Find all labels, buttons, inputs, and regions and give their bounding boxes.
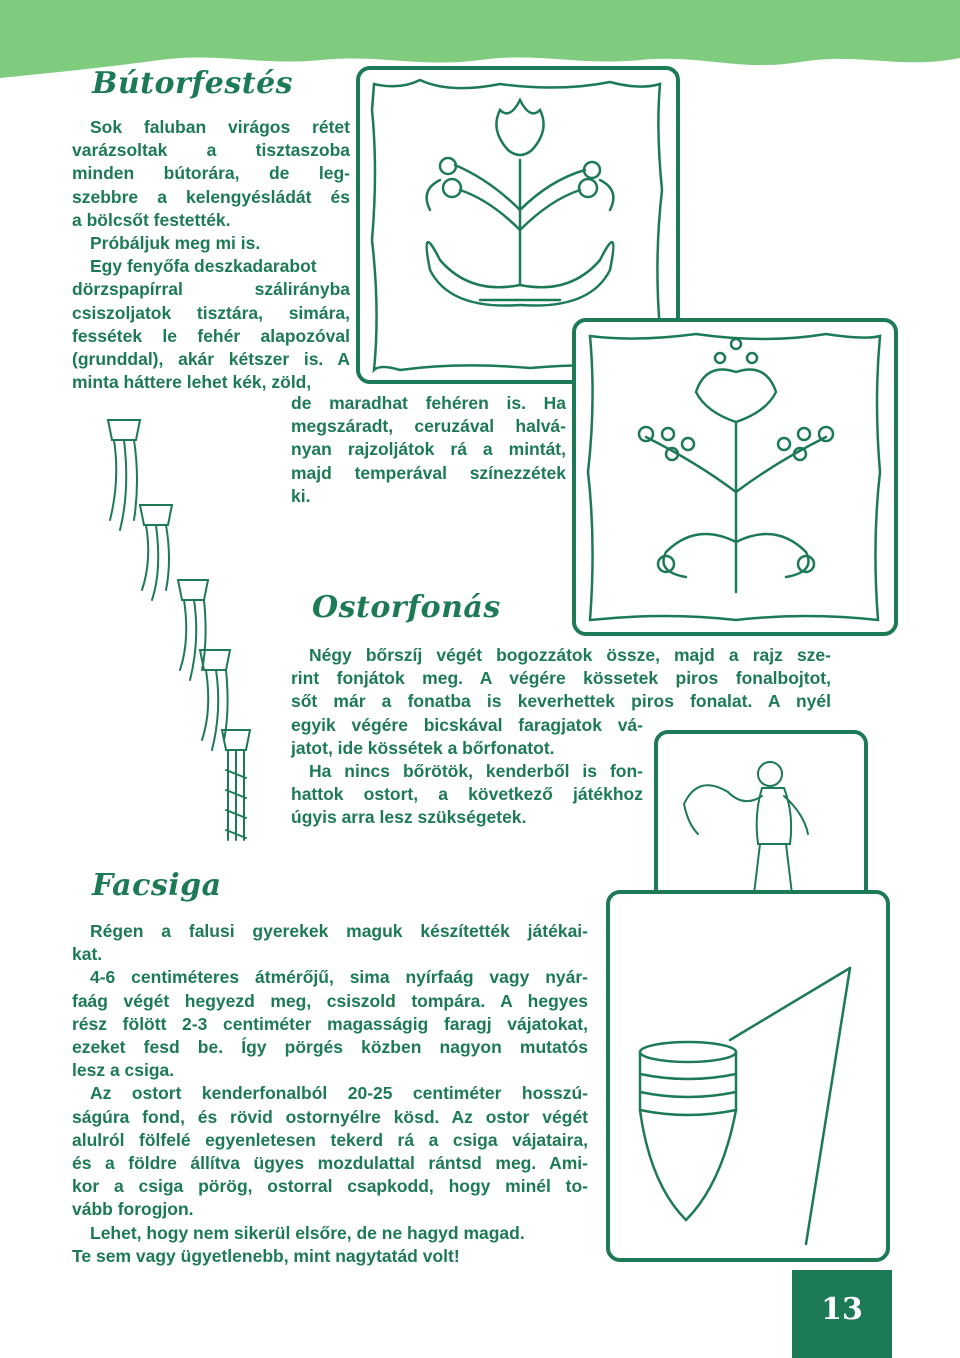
- text-line: rint fonjátok meg. A végére kössetek piros fonalbojtot,: [291, 668, 831, 689]
- section-title-ostorfonas: Ostorfonás: [312, 590, 501, 625]
- text-line: majd temperával színezzétek: [291, 462, 566, 483]
- text-line: ságúra fond, és rövid ostornyélre kösd. Az ostor végét: [72, 1106, 588, 1127]
- text-line: nyan rajzoljátok rá a mintát,: [291, 439, 566, 460]
- text-line: (grunddal), akár kétszer is. A: [72, 349, 350, 370]
- text-line: Próbáljuk meg mi is.: [90, 233, 261, 254]
- text-line: varázsoltak a tisztaszoba: [72, 140, 350, 161]
- section-title-facsiga: Facsiga: [92, 868, 222, 903]
- text-line: Sok faluban virágos rétet: [90, 117, 350, 137]
- text-line: de maradhat fehéren is. Ha: [291, 393, 566, 413]
- text-line: csiszoljatok tisztára, simára,: [72, 302, 350, 323]
- text-line: vább forogjon.: [72, 1199, 194, 1220]
- text-line: Négy bőrszíj végét bogozzátok össze, majd a rajz sze-: [309, 645, 831, 665]
- text-line: szebbre a kelengyésládát és: [72, 186, 350, 207]
- page-number: 13: [821, 1292, 863, 1327]
- text-line: faág végét hegyezd meg, csiszold tompára. A hegyes: [72, 990, 588, 1011]
- braided-whip-illustration: [90, 400, 290, 860]
- text-line: úgyis arra lesz szükségetek.: [291, 807, 527, 828]
- text-line: megszáradt, ceruzával halvá-: [291, 416, 566, 437]
- text-line: alulról fölfelé egyenletesen tekerd rá a csiga vájataira,: [72, 1129, 588, 1150]
- tulip-dots-illustration: [576, 322, 894, 632]
- text-line: Ha nincs bőrötök, kenderből is fon-: [309, 761, 643, 782]
- text-line: kat.: [72, 944, 103, 965]
- text-line: hattok ostort, a következő játékhoz: [291, 784, 643, 805]
- text-line: a bölcsőt festették.: [72, 209, 231, 230]
- text-line: Egy fenyőfa deszkadarabot: [90, 256, 317, 277]
- butorfestes-text-part2: [291, 392, 566, 508]
- text-line: és a földre állítva ügyes mozdulattal rántsd meg. Ami-: [72, 1153, 588, 1174]
- page-number-box: [792, 1270, 892, 1358]
- text-line: lesz a csiga.: [72, 1060, 175, 1081]
- text-line: sőt már a fonatba is keverhettek piros fonalat. A nyél: [291, 691, 831, 712]
- text-line: jatot, ide kössétek a bőrfonatot.: [291, 737, 555, 758]
- spinning-top-frame: [606, 890, 890, 1262]
- text-line: egyik végére bicskával faragjatok vá-: [291, 714, 643, 735]
- text-line: minta háttere lehet kék, zöld,: [72, 372, 312, 393]
- text-line: Régen a falusi gyerekek maguk készítették játékai-: [90, 921, 588, 941]
- spinning-top-illustration: [610, 894, 886, 1258]
- text-line: ki.: [291, 485, 311, 506]
- tulip-dots-pattern-frame: [572, 318, 898, 636]
- facsiga-text: [72, 920, 588, 1268]
- section-title-butorfestes: Bútorfestés: [92, 66, 294, 101]
- text-line: Te sem vagy ügyetlenebb, mint nagytatád volt!: [72, 1245, 460, 1266]
- text-line: dörzspapírral szálirányba: [72, 279, 350, 300]
- text-line: Lehet, hogy nem sikerül elsőre, de ne hagyd magad.: [90, 1222, 525, 1243]
- text-line: kor a csiga pörög, ostorral csapkodd, hogy minél to-: [72, 1176, 588, 1197]
- text-line: ezeket fesd be. Így pörgés közben nagyon mutatós: [72, 1037, 588, 1058]
- text-line: fessétek le fehér alapozóval: [72, 325, 350, 346]
- text-line: minden bútorára, de leg-: [72, 163, 350, 184]
- butorfestes-text-part1: [72, 116, 350, 394]
- text-line: Az ostort kenderfonalból 20-25 centiméter hosszú-: [90, 1083, 588, 1104]
- text-line: rész fölött 2-3 centiméter magasságig faragj vájatokat,: [72, 1013, 588, 1034]
- text-line: 4-6 centiméteres átmérőjű, sima nyírfaág vagy nyár-: [90, 967, 588, 988]
